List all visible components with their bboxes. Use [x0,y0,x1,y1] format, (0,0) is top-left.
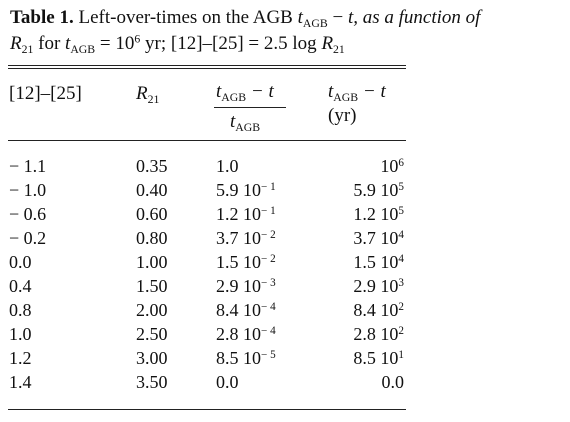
cell-mantissa: 2.9 10 [216,276,261,296]
caption-r-symbol: R [321,33,334,54]
cell-years [320,370,404,394]
cell-exponent: 2 [398,324,404,337]
cell-exponent: − 4 [261,324,276,337]
caption-r-subscript: 21 [333,43,345,57]
cell-mantissa: 2.9 10 [353,276,399,296]
header-r-symbol: R [136,83,148,104]
cell-mantissa: 3.7 10 [216,228,261,248]
table-caption [10,5,565,57]
cell-r21: 0.80 [136,228,168,248]
table-row [0,322,570,346]
cell-exponent: − 1 [261,180,276,193]
cell-mantissa: 10 [380,156,399,176]
cell-exponent: − 3 [261,276,276,289]
header-fraction-numerator [216,80,274,104]
caption-exponent: 6 [134,32,141,46]
cell-mantissa: 8.4 10 [216,300,261,320]
cell-exponent: 6 [398,156,404,169]
header-t-symbol: t [328,81,334,102]
cell-mantissa: 8.5 10 [353,348,399,368]
cell-mantissa: 1.2 10 [216,204,261,224]
cell-color-index: − 1.1 [9,156,47,176]
cell-years [320,226,404,250]
caption-text: for [33,33,66,54]
cell-years [320,154,404,178]
table-row [0,370,570,394]
cell-mantissa: 1.5 10 [216,252,261,272]
cell-mantissa: 1.2 10 [353,204,399,224]
table-top-rule-1 [8,65,406,66]
caption-agb-subscript: AGB [302,17,328,31]
header-color-index: [12]–[25] [9,83,82,104]
header-time-left [328,80,386,104]
caption-line-2 [10,31,565,57]
cell-years [320,202,404,226]
table-row [0,154,570,178]
cell-fraction [216,346,316,370]
table-row [0,202,570,226]
caption-r-subscript: 21 [21,43,34,57]
cell-fraction [216,226,316,250]
header-agb-subscript: AGB [221,91,247,105]
cell-mantissa: 0.0 [381,372,404,392]
cell-years [320,346,404,370]
caption-text: yr; [12]–[25] = 2.5 log [140,33,322,54]
table-bottom-rule [8,409,406,410]
header-minus-t: − t [246,81,274,102]
caption-text: = 10 [95,33,135,54]
header-fraction-bar [214,107,286,108]
caption-t-symbol: t, as a function of [347,7,481,28]
table-row [0,178,570,202]
caption-t-symbol: t [65,33,71,54]
cell-mantissa: 2.8 10 [216,324,261,344]
cell-r21: 3.00 [136,348,168,368]
cell-r21: 1.50 [136,276,168,296]
cell-years [320,178,404,202]
caption-r-symbol: R [10,33,22,54]
cell-color-index: − 0.6 [9,204,47,224]
header-fraction-denominator [230,110,260,134]
cell-fraction [216,298,316,322]
cell-exponent: 4 [398,228,404,241]
caption-text: − [327,7,348,28]
cell-r21: 0.40 [136,180,168,200]
cell-r21: 0.35 [136,156,168,176]
cell-exponent: − 2 [261,228,276,241]
header-agb-subscript: AGB [235,121,261,135]
cell-color-index: 1.2 [9,348,32,368]
cell-color-index: − 1.0 [9,180,47,200]
cell-r21: 2.50 [136,324,168,344]
cell-fraction [216,202,316,226]
cell-color-index: 1.4 [9,372,32,392]
caption-line-1 [10,5,565,31]
table-top-rule-2 [8,68,406,69]
header-t-symbol: t [216,81,222,102]
cell-r21: 0.60 [136,204,168,224]
cell-color-index: 0.0 [9,252,32,272]
cell-exponent: − 1 [261,204,276,217]
caption-t-symbol: t [297,7,303,28]
cell-r21: 2.00 [136,300,168,320]
cell-exponent: 3 [398,276,404,289]
table-row [0,274,570,298]
cell-exponent: 1 [398,348,404,361]
cell-mantissa: 8.5 10 [216,348,261,368]
cell-color-index: 0.8 [9,300,32,320]
cell-exponent: 5 [398,180,404,193]
caption-text: Left-over-times on the AGB [73,7,298,28]
header-t-symbol: t [230,111,236,132]
cell-fraction [216,322,316,346]
cell-fraction [216,250,316,274]
cell-color-index: − 0.2 [9,228,47,248]
cell-mantissa: 0.0 [216,372,239,392]
header-minus-t: − t [358,81,386,102]
cell-years [320,250,404,274]
cell-exponent: 2 [398,300,404,313]
cell-r21: 3.50 [136,372,168,392]
table-label: Table 1. [10,7,74,28]
cell-fraction [216,154,316,178]
header-unit-yr: (yr) [328,105,357,126]
cell-years [320,274,404,298]
cell-exponent: − 4 [261,300,276,313]
cell-years [320,298,404,322]
header-bottom-rule [8,140,406,141]
header-r21 [136,82,159,106]
cell-fraction [216,178,316,202]
cell-exponent: − 2 [261,252,276,265]
table-row [0,298,570,322]
cell-mantissa: 3.7 10 [353,228,399,248]
cell-color-index: 0.4 [9,276,32,296]
cell-mantissa: 2.8 10 [353,324,399,344]
header-agb-subscript: AGB [333,91,359,105]
header-r-subscript: 21 [147,93,160,107]
cell-fraction [216,370,316,394]
table-row [0,226,570,250]
caption-agb-subscript: AGB [70,43,96,57]
cell-years [320,322,404,346]
cell-fraction [216,274,316,298]
cell-color-index: 1.0 [9,324,32,344]
table-row [0,346,570,370]
cell-mantissa: 8.4 10 [353,300,399,320]
cell-mantissa: 1.0 [216,156,239,176]
cell-r21: 1.00 [136,252,168,272]
cell-exponent: 4 [398,252,404,265]
cell-mantissa: 1.5 10 [353,252,399,272]
cell-exponent: 5 [398,204,404,217]
cell-mantissa: 5.9 10 [216,180,261,200]
cell-exponent: − 5 [261,348,276,361]
cell-mantissa: 5.9 10 [353,180,399,200]
table-row [0,250,570,274]
